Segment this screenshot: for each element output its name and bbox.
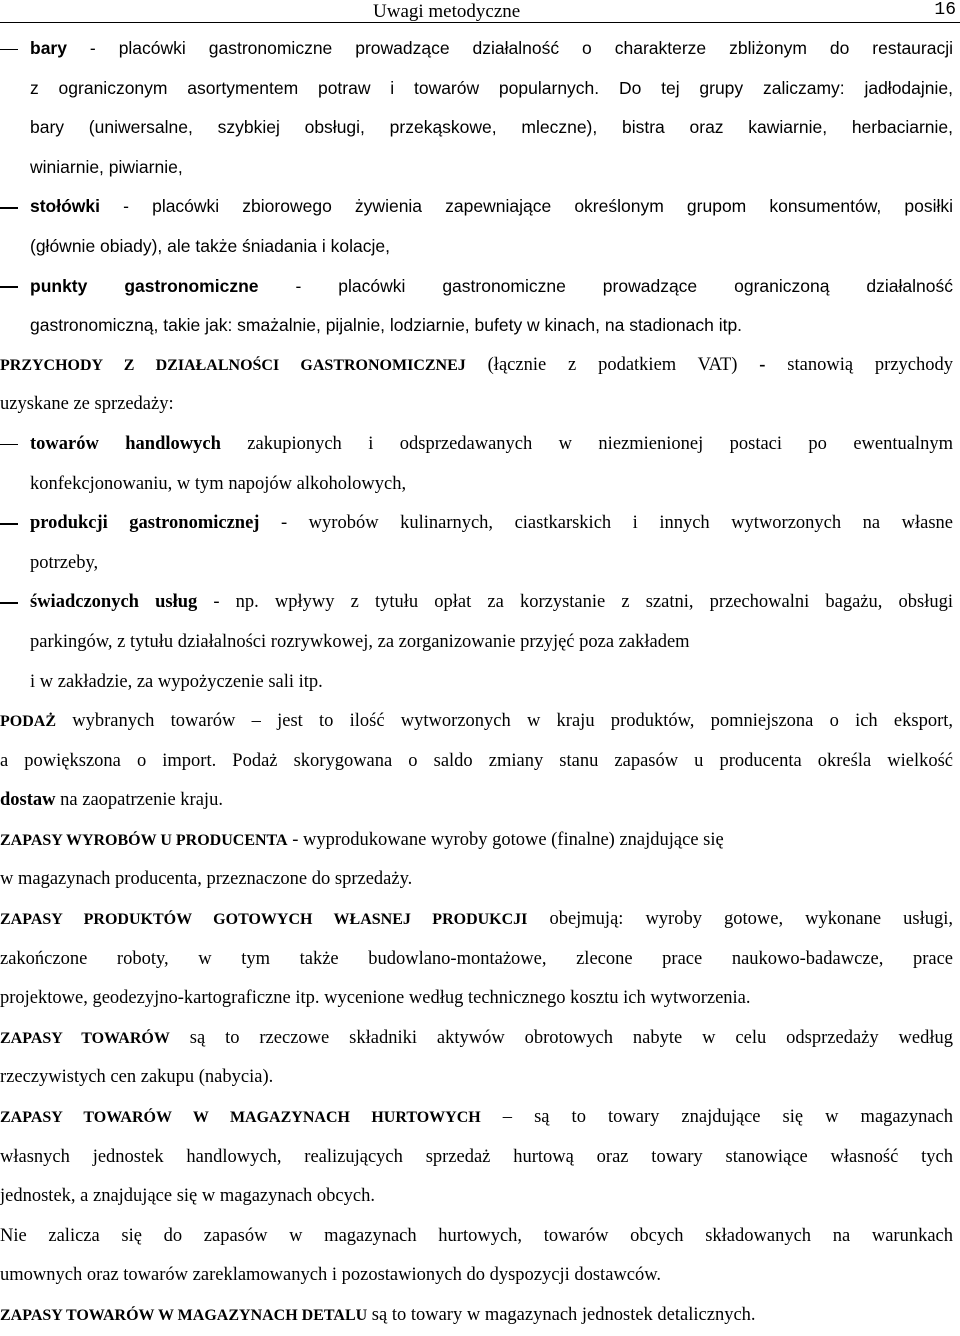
dash-bullet-icon (0, 504, 30, 544)
definition-przychody: PRZYCHODY Z DZIAŁALNOŚCI GASTRONOMICZNEJ (łącznie z podatkiem VAT) - stanowią przychody (0, 354, 953, 375)
definition-zapasy-produktow: ZAPASY PRODUKTÓW GOTOWYCH WŁASNEJ PRODUKCJI obejmują: wyroby gotowe, wykonane usługi, (0, 909, 954, 930)
text-line: z ograniczonym asortymentem potraw i towarów popularnych. Do tej grupy zaliczamy: jadłodajnie, (30, 77, 953, 98)
text-line: Nie zalicza się do zapasów w magazynach hurtowych, towarów obcych składowanych na warunkach (0, 1225, 953, 1246)
list-item-produkcja: produkcji gastronomicznej - wyrobów kulinarnych, ciastkarskich i innych wytworzonych na własne (0, 504, 953, 544)
text-line: dostaw na zaopatrzenie kraju. (0, 790, 223, 811)
definition-podaz: PODAŻ wybranych towarów – jest to ilość wytworzonych w kraju produktów, pomniejszona o ich eksport, (0, 711, 953, 732)
text-line: parkingów, z tytułu działalności rozrywkowej, za zorganizowanie przyjęć poza zakładem (30, 631, 690, 652)
list-item-towary-handlowe: towarów handlowych zakupionych i odsprzedawanych w niezmienionej postaci po ewentualnym (0, 425, 953, 465)
dash-bullet-icon (0, 583, 30, 623)
text-line: a powiększona o import. Podaż skorygowana o saldo zmiany stanu zapasów u producenta określa wielkość (0, 750, 953, 771)
text-line: i w zakładzie, za wypożyczenie sali itp. (30, 671, 323, 692)
dash-bullet-icon (0, 29, 30, 69)
text-line: rzeczywistych cen zakupu (nabycia). (0, 1067, 274, 1088)
header-title: Uwagi metodyczne (373, 1, 521, 22)
list-item-bary: bary - placówki gastronomiczne prowadzące działalność o charakterze zbliżonym do restauracji (0, 29, 953, 69)
page-number: 16 (934, 0, 956, 20)
text-line: potrzeby, (30, 552, 99, 573)
text-line: umownych oraz towarów zareklamowanych i pozostawionych do dyspozycji dostawców. (0, 1265, 662, 1286)
document-body (0, 29, 953, 1336)
text-line: gastronomiczną, takie jak: smażalnie, pijalnie, lodziarnie, bufety w kinach, na stadionach itp. (30, 315, 743, 336)
definition-zapasy-wyrobow: ZAPASY WYROBÓW U PRODUCENTA - wyprodukowane wyroby gotowe (finalne) znajdujące się (0, 829, 724, 850)
text-line: własnych jednostek handlowych, realizujących sprzedaż hurtową oraz towary stanowiące własność tych (0, 1146, 953, 1167)
list-item-stolowki: stołówki - placówki zbiorowego żywienia zapewniające określonym grupom konsumentów, posiłki (0, 187, 953, 227)
text-line: jednostek, a znajdujące się w magazynach obcych. (0, 1186, 375, 1207)
text-line: konfekcjonowaniu, w tym napojów alkoholowych, (30, 473, 407, 494)
definition-zapasy-hurtowe: ZAPASY TOWARÓW W MAGAZYNACH HURTOWYCH – są to towary znajdujące się w magazynach (0, 1107, 953, 1128)
dash-bullet-icon (0, 267, 30, 307)
page-header (0, 0, 960, 23)
text-line: projektowe, geodezyjno-kartograficzne itp. wycenione według technicznego kosztu ich wytworzenia. (0, 988, 751, 1009)
text-line: winiarnie, piwiarnie, (30, 156, 183, 177)
dash-bullet-icon (0, 425, 30, 465)
text-line: bary (uniwersalne, szybkiej obsługi, przekąskowe, mleczne), bistra oraz kawiarnie, herbaciarnie, (30, 117, 953, 138)
text-line: (głównie obiady), ale także śniadania i kolacje, (30, 235, 390, 256)
text-line: uzyskane ze sprzedaży: (0, 394, 174, 415)
definition-zapasy-towarow: ZAPASY TOWARÓW są to rzeczowe składniki aktywów obrotowych nabyte w celu odsprzedaży według (0, 1027, 953, 1048)
text-line: w magazynach producenta, przeznaczone do sprzedaży. (0, 869, 413, 890)
text-line: zakończone roboty, w tym także budowlano-montażowe, zlecone prace naukowo-badawcze, prace (0, 948, 953, 969)
dash-bullet-icon (0, 187, 30, 227)
definition-zapasy-detalu: ZAPASY TOWARÓW W MAGAZYNACH DETALU są to towary w magazynach jednostek detalicznych. (0, 1305, 756, 1325)
list-item-uslugi: świadczonych usług - np. wpływy z tytułu opłat za korzystanie z szatni, przechowalni bagażu, obsługi (0, 583, 953, 623)
list-item-punkty: punkty gastronomiczne - placówki gastronomiczne prowadzące ograniczoną działalność (0, 267, 953, 307)
